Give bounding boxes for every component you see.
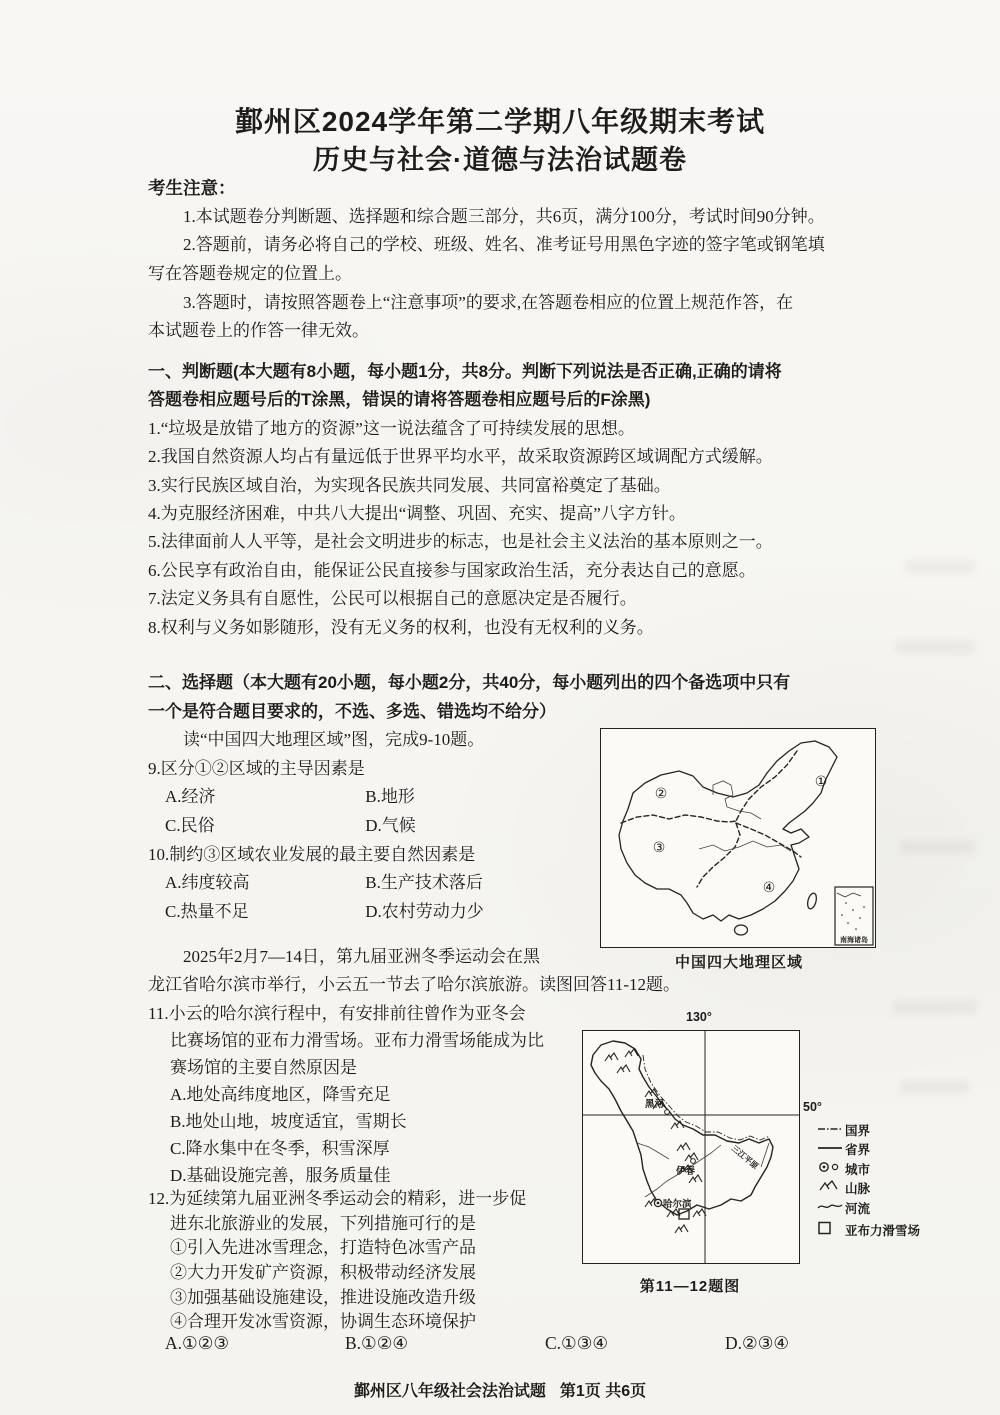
judgement-item-3: 3.实行民族区域自治，为实现各民族共同发展、共同富裕奠定了基础。 [148,475,671,495]
legend-label: 亚布力滑雪场 [845,1224,921,1239]
footer-page-number: 第1页 共6页 [559,1383,647,1400]
taiwan-island [806,892,818,910]
legend-item-province-boundary [817,1140,927,1160]
q9-option-d: D.气候 [365,815,416,835]
q11-option-d: D.基础设施完善，服务质量佳 [170,1166,391,1185]
latitude-50-label: 50° [803,1100,822,1114]
section-2-heading-line2: 一个是符合题目要求的，不选、多选、错选均不给分） [148,701,556,721]
notice-line-3: 3.答题时，请按照答题卷上“注意事项”的要求,在答题卷相应的位置上规范作答，在 [183,292,794,312]
notice-line-2-cont: 写在答题卷规定的位置上。 [148,264,352,284]
q12-stem-line1: 12.为延续第九届亚洲冬季运动会的精彩，进一步促 [148,1189,527,1208]
city-icon [817,1160,845,1178]
q10-option-c: C.热量不足 [165,901,249,921]
heilongjiang-map-frame [582,1030,800,1264]
exam-title-line2: 历史与社会·道德与法治试题卷 [313,145,687,175]
page-footer [0,1378,1000,1401]
region-3-label: ③ [652,839,666,855]
section-1-heading-line1: 一、判断题(本大题有8小题，每小题1分，共8分。判断下列说法是否正确,正确的请将 [148,362,782,381]
region-division-dashed-lines [621,751,801,887]
harbin-label: 哈尔滨 [663,1199,692,1210]
section-2-heading-line1: 二、选择题（本大题有20小题，每小题2分，共40分，每小题列出的四个备选项中只有 [148,673,791,692]
q12-item-3: ③加强基础设施建设，推进设施改造升级 [170,1287,476,1307]
judgement-item-2: 2.我国自然资源人均占有量远低于世界平均水平，故采取资源跨区域调配方式缓解。 [148,447,773,467]
south-china-sea-inset [835,887,873,945]
heilongjiang-map-svg [583,1031,799,1263]
china-map-frame [600,728,876,948]
q10-option-b: B.生产技术落后 [365,873,483,893]
legend-label: 省界 [845,1143,871,1158]
section-1-heading-line2: 答题卷相应题号后的T涂黑，错误的请将答题卷相应题号后的F涂黑) [148,390,651,410]
q9-options-row2 [148,812,628,841]
passage-line-2: 龙江省哈尔滨市举行，小云五一节去了哈尔滨旅游。读图回答11-12题。 [148,975,681,994]
notice-line-2: 2.答题前，请务必将自己的学校、班级、姓名、准考证号用黑色字迹的签字笔或钢笔填 [183,235,825,255]
notice-line-3-cont: 本试题卷上的作答一律无效。 [148,321,369,341]
q11-stem-line1: 11.小云的哈尔滨行程中，有安排前往曾作为亚冬会 [148,1004,526,1023]
river-lines [699,781,791,851]
region-4-label: ④ [762,879,776,895]
q9-option-a: A.经济 [165,787,216,807]
judgement-item-7: 7.法定义务具有自愿性，公民可以根据自己的意愿决定是否履行。 [148,589,637,609]
harbin-city-marker-inner [657,1202,660,1205]
region-1-label: ① [814,773,828,789]
section-2-choice [148,669,791,926]
hainan-island [735,925,748,935]
exam-title-line1: 鄞州区2024学年第二学期八年级期末考试 [234,106,766,137]
river-lines [637,1143,769,1197]
china-map-caption: 中国四大地理区域 [674,954,803,971]
notice-heading: 考生注意： [148,178,236,198]
legend-label: 国界 [845,1123,871,1138]
q12-item-2: ②大力开发矿产资源，积极带动经济发展 [170,1263,476,1283]
q9-option-b: B.地形 [365,787,415,807]
q10-option-a: A.纬度较高 [165,873,250,893]
notice-line-1: 1.本试题卷分判断题、选择题和综合题三部分，共6页，满分100分，考试时间90分钟。 [183,206,825,226]
heihe-city-marker [665,1110,670,1115]
legend-item-yabuli [817,1221,927,1241]
q10-option-d: D.农村劳动力少 [365,901,484,921]
q9-options-row1 [148,783,628,812]
legend-item-mountains [817,1179,927,1199]
q12-answer-row [148,1333,878,1361]
china-outline [619,741,837,935]
legend-label: 山脉 [845,1182,871,1197]
legend-item-river [817,1198,927,1218]
q9-stem: 9.区分①②区域的主导因素是 [148,758,365,778]
bleed-through-smudge [900,1080,970,1094]
q10-options-row2 [148,898,628,927]
national-boundary-dashdot [643,1055,770,1140]
judgement-item-4: 4.为克服经济困难，中共八大提出“调整、巩固、充实、提高”八字方针。 [148,503,686,523]
judgement-item-1: 1.“垃圾是放错了地方的资源”这一说法蕴含了可持续发展的思想。 [148,418,635,438]
bleed-through-smudge [900,840,975,854]
heihe-label: 黑河 [645,1099,665,1110]
q12-stem-line2: 进东北旅游业的发展，下列措施可行的是 [170,1213,476,1233]
q10-options-row1 [148,869,628,898]
footer-doc-title: 鄞州区八年级社会法治试题 [353,1383,546,1400]
q9-option-c: C.民俗 [165,815,215,835]
candidate-notice-block [148,174,893,346]
province-outline [591,1041,773,1215]
ski-resort-icon [817,1221,845,1240]
map-legend [817,1120,927,1240]
heilongjiang-map-figure [582,1030,798,1296]
sanjiang-plain-label: 三江平原 [729,1143,761,1172]
national-boundary-icon [817,1121,845,1139]
yichun-city-marker [691,1159,696,1164]
question-11 [148,1000,598,1189]
q12-answer-c: C.①③④ [545,1333,609,1353]
question-12 [148,1187,598,1335]
bleed-through-smudge [905,560,975,574]
province-boundary-icon [817,1140,845,1158]
q11-option-a: A.地处高纬度地区，降雪充足 [170,1085,391,1104]
bleed-through-smudge [892,1000,977,1014]
legend-item-city [817,1159,927,1179]
q11-option-c: C.降水集中在冬季，积雪深厚 [170,1139,390,1158]
judgement-item-8: 8.权利与义务如影随形，没有无义务的权利，也没有无权利的义务。 [148,617,654,637]
q12-answer-d: D.②③④ [725,1333,790,1353]
q12-item-1: ①引入先进冰雪理念，打造特色冰雪产品 [170,1238,476,1258]
judgement-item-6: 6.公民享有政治自由，能保证公民直接参与国家政治生活，充分表达自己的意愿。 [148,560,756,580]
inset-label: 南海诸岛 [840,937,868,944]
judgement-item-5: 5.法律面前人人平等，是社会文明进步的标志，也是社会主义法治的基本原则之一。 [148,532,773,552]
passage-line-1: 2025年2月7—14日，第九届亚洲冬季运动会在黑 [183,947,540,966]
mountains-icon [817,1179,845,1197]
q11-option-b: B.地处山地，坡度适宜，雪期长 [170,1112,407,1131]
heilongjiang-map-caption: 第11—12题图 [639,1278,741,1295]
section-1-judgement [148,358,898,642]
q12-answer-a: A.①②③ [165,1333,230,1353]
legend-label: 城市 [845,1162,871,1177]
china-map-svg [601,729,875,947]
china-four-regions-figure [600,728,878,972]
bleed-through-smudge [895,640,975,654]
q10-stem: 10.制约③区域农业发展的最主要自然因素是 [148,844,476,864]
longitude-130-label: 130° [686,1010,712,1024]
q12-item-4: ④合理开发冰雪资源，协调生态环境保护 [170,1312,476,1332]
q11-stem-line2: 比赛场馆的亚布力滑雪场。亚布力滑雪场能成为比 [170,1031,544,1050]
q11-stem-line3: 赛场馆的主要自然原因是 [170,1058,357,1077]
yichun-label: 伊春 [676,1166,696,1177]
q12-answer-b: B.①②④ [345,1333,409,1353]
intro-q9-q10: 读“中国四大地理区域”图，完成9-10题。 [183,730,485,750]
legend-item-national-boundary [817,1120,927,1140]
region-2-label: ② [654,785,668,801]
river-icon [817,1199,845,1217]
legend-label: 河流 [845,1201,871,1216]
graticule-lines [583,1031,799,1263]
